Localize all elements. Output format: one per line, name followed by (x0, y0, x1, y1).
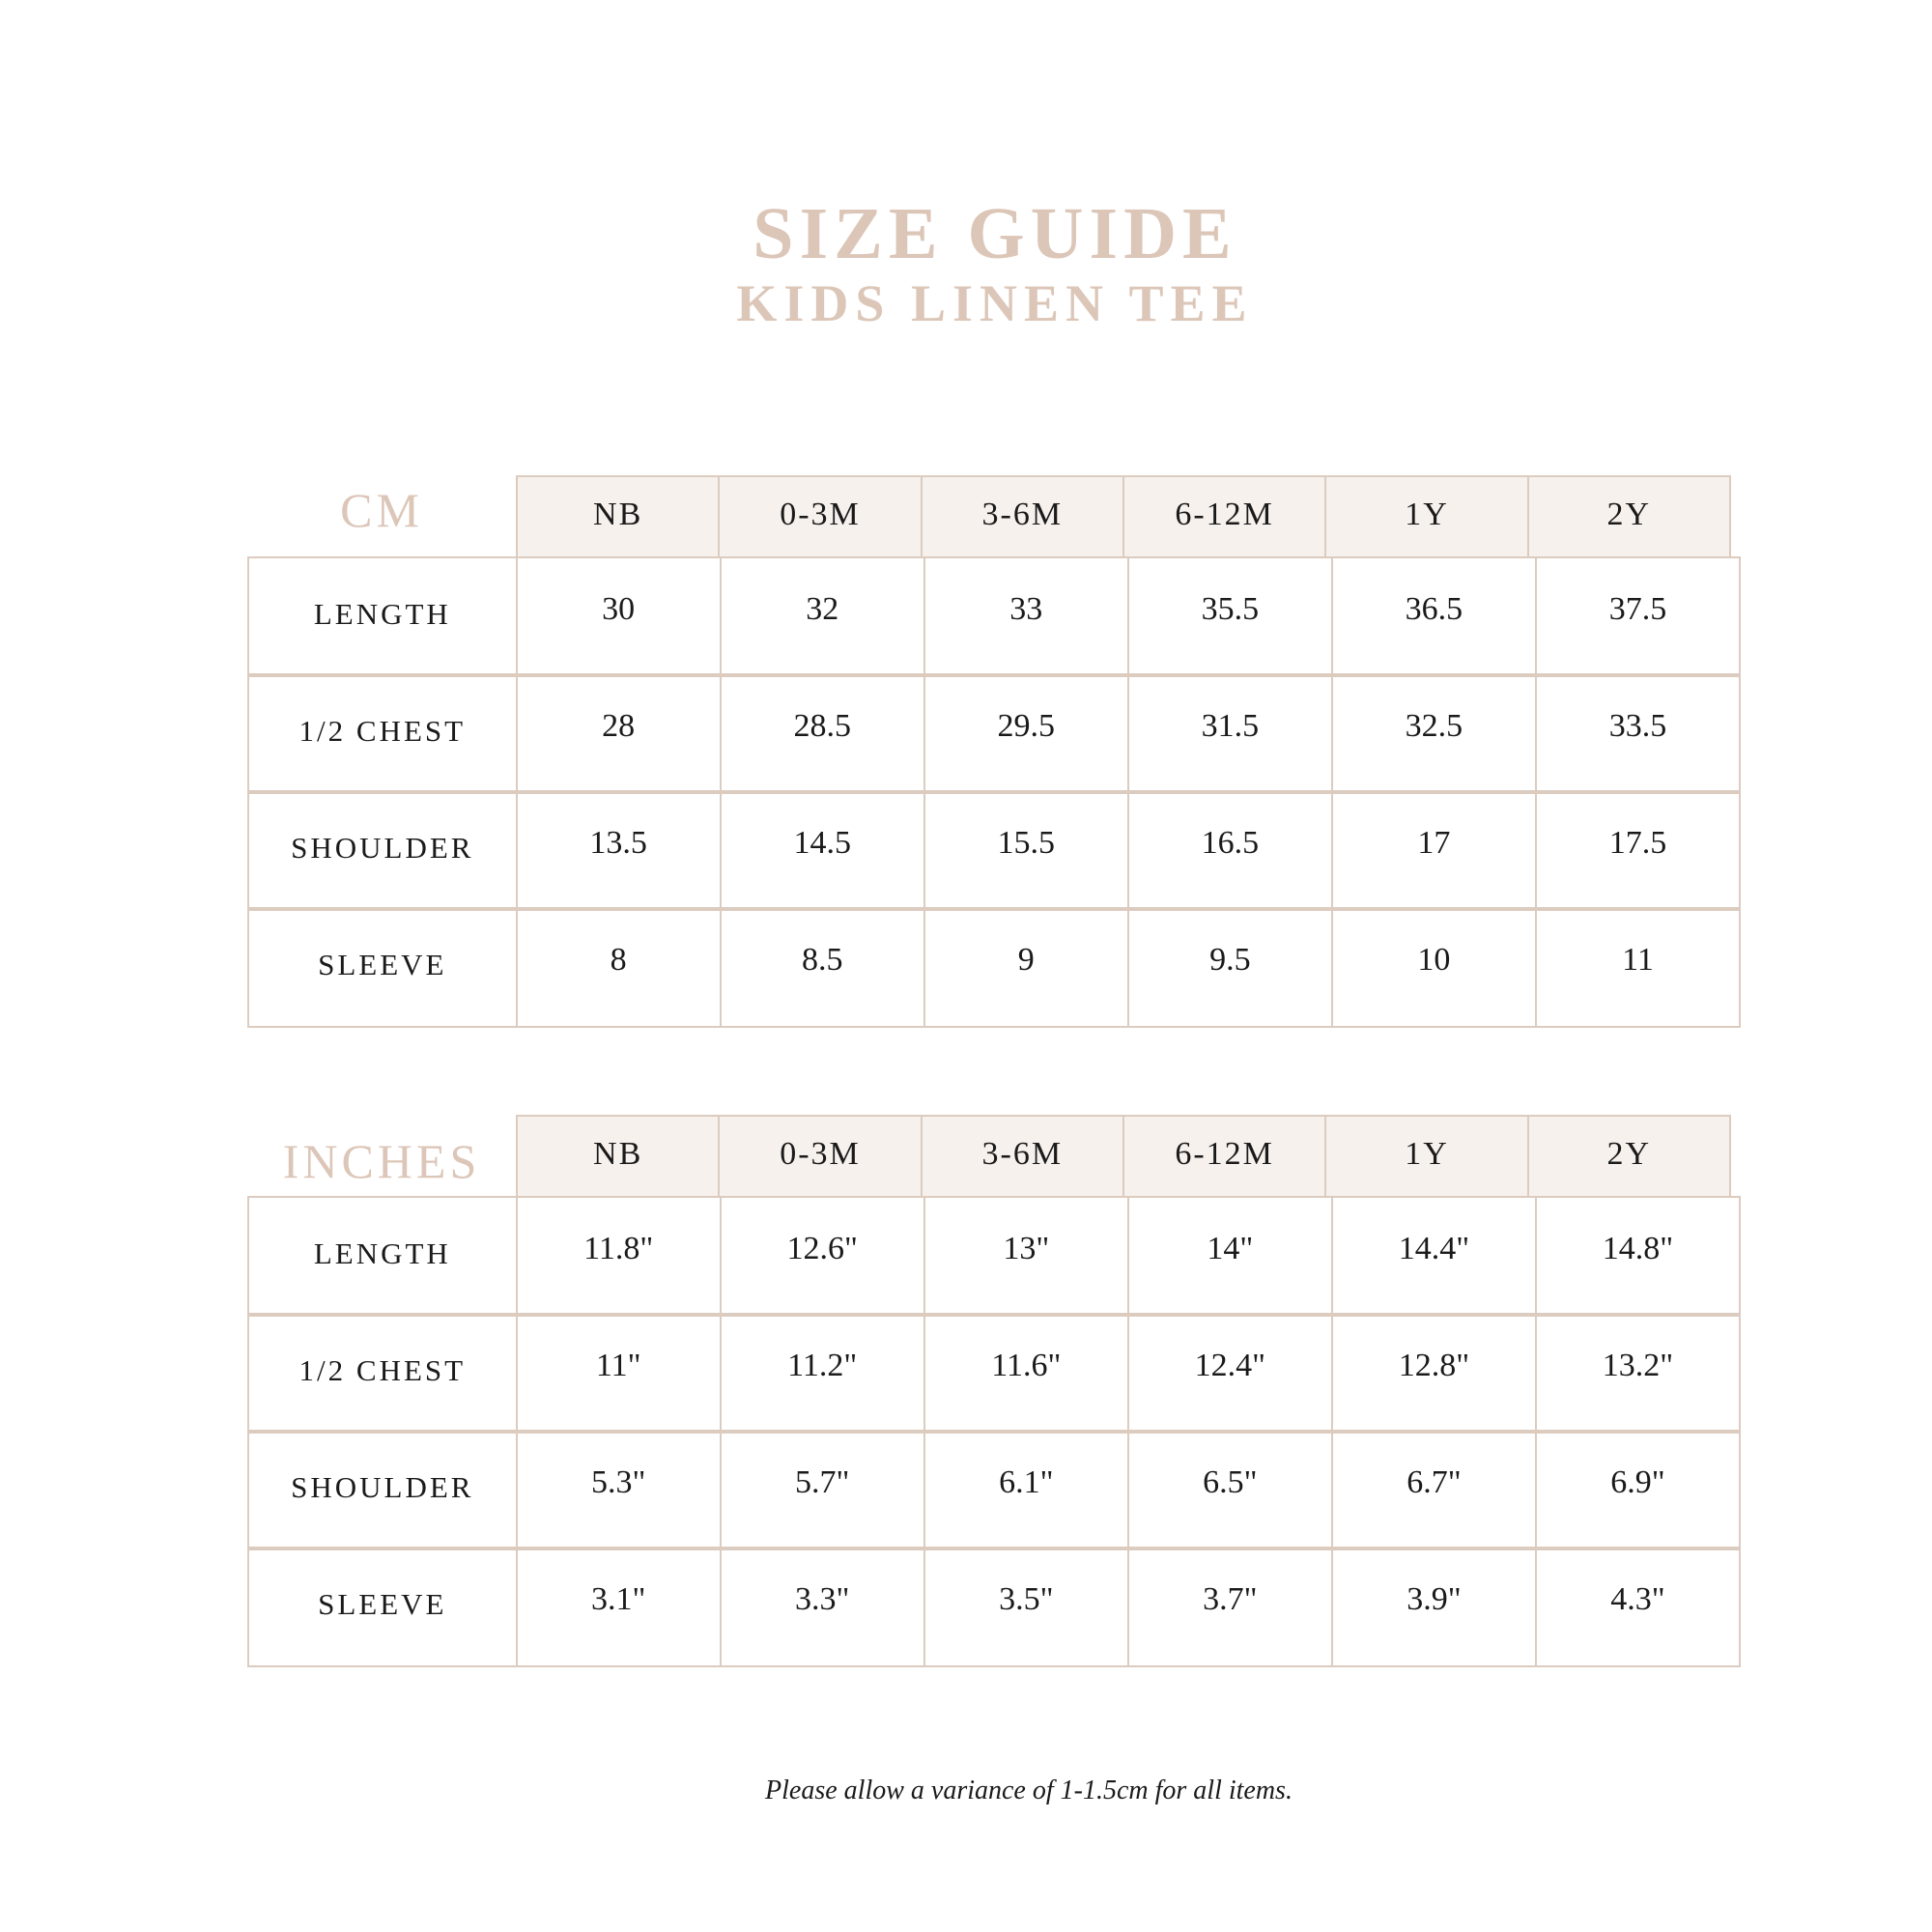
size-header-row (516, 1115, 1741, 1198)
size-header-nb: NB (516, 1115, 720, 1198)
size-header-row (516, 475, 1741, 558)
row-label: SHOULDER (247, 1430, 518, 1550)
size-header-3-6m: 3-6M (921, 475, 1124, 558)
row-label: SHOULDER (247, 790, 518, 911)
table-cell: 36.5 (1331, 556, 1537, 677)
table-cell: 6.5" (1127, 1430, 1333, 1550)
table-cell: 12.4" (1127, 1313, 1333, 1434)
table-cell: 14.5 (720, 790, 925, 911)
size-header-2y: 2Y (1527, 1115, 1731, 1198)
row-label: SLEEVE (247, 1547, 518, 1667)
unit-label-inches: INCHES (282, 1134, 481, 1188)
table-cell: 9.5 (1127, 907, 1333, 1028)
size-header-0-3m: 0-3M (718, 475, 922, 558)
size-header-0-3m: 0-3M (718, 1115, 922, 1198)
table-cell: 4.3" (1535, 1547, 1741, 1667)
table-cell: 15.5 (923, 790, 1129, 911)
product-subtitle: KIDS LINEN TEE (736, 274, 1254, 332)
table-cell: 6.7" (1331, 1430, 1537, 1550)
table-cell: 3.5" (923, 1547, 1129, 1667)
table-cell: 17.5 (1535, 790, 1741, 911)
size-header-3-6m: 3-6M (921, 1115, 1124, 1198)
table-row (247, 1313, 1741, 1432)
row-label: 1/2 CHEST (247, 1313, 518, 1434)
table-cell: 11.2" (720, 1313, 925, 1434)
table-cell: 10 (1331, 907, 1537, 1028)
table-cell: 28.5 (720, 673, 925, 794)
variance-note: Please allow a variance of 1-1.5cm for all items. (765, 1776, 1293, 1805)
table-cell: 9 (923, 907, 1129, 1028)
size-header-2y: 2Y (1527, 475, 1731, 558)
size-header-6-12m: 6-12M (1122, 475, 1326, 558)
table-row (247, 1430, 1741, 1548)
table-cell: 14.8" (1535, 1196, 1741, 1317)
unit-label-cm: CM (340, 483, 423, 537)
table-cell: 12.8" (1331, 1313, 1537, 1434)
table-cell: 33 (923, 556, 1129, 677)
table-cell: 11.6" (923, 1313, 1129, 1434)
table-cell: 32 (720, 556, 925, 677)
table-cell: 17 (1331, 790, 1537, 911)
table-cell: 3.3" (720, 1547, 925, 1667)
table-cell: 5.7" (720, 1430, 925, 1550)
table-cell: 11.8" (516, 1196, 722, 1317)
row-label: SLEEVE (247, 907, 518, 1028)
row-label: 1/2 CHEST (247, 673, 518, 794)
table-cell: 16.5 (1127, 790, 1333, 911)
table-row (247, 673, 1741, 792)
row-label: LENGTH (247, 1196, 518, 1317)
table-row (247, 1547, 1741, 1665)
page-title: SIZE GUIDE (753, 193, 1237, 274)
size-header-1y: 1Y (1324, 475, 1528, 558)
table-cell: 11" (516, 1313, 722, 1434)
table-row (247, 907, 1741, 1026)
size-header-1y: 1Y (1324, 1115, 1528, 1198)
table-cell: 6.9" (1535, 1430, 1741, 1550)
table-cell: 13.2" (1535, 1313, 1741, 1434)
table-cell: 14.4" (1331, 1196, 1537, 1317)
table-cell: 5.3" (516, 1430, 722, 1550)
row-label: LENGTH (247, 556, 518, 677)
table-body (247, 556, 1741, 1026)
table-cell: 31.5 (1127, 673, 1333, 794)
table-cell: 33.5 (1535, 673, 1741, 794)
table-cell: 8 (516, 907, 722, 1028)
table-cell: 32.5 (1331, 673, 1537, 794)
table-cell: 14" (1127, 1196, 1333, 1317)
size-header-6-12m: 6-12M (1122, 1115, 1326, 1198)
table-cell: 3.9" (1331, 1547, 1537, 1667)
table-cell: 35.5 (1127, 556, 1333, 677)
table-cell: 13.5 (516, 790, 722, 911)
table-cell: 3.7" (1127, 1547, 1333, 1667)
table-cell: 30 (516, 556, 722, 677)
table-cell: 8.5 (720, 907, 925, 1028)
table-cell: 6.1" (923, 1430, 1129, 1550)
table-row (247, 1196, 1741, 1315)
table-cell: 11 (1535, 907, 1741, 1028)
table-cell: 3.1" (516, 1547, 722, 1667)
table-cell: 13" (923, 1196, 1129, 1317)
table-row (247, 556, 1741, 675)
size-header-nb: NB (516, 475, 720, 558)
table-cell: 28 (516, 673, 722, 794)
table-cell: 29.5 (923, 673, 1129, 794)
table-cell: 12.6" (720, 1196, 925, 1317)
table-row (247, 790, 1741, 909)
table-body (247, 1196, 1741, 1665)
table-cell: 37.5 (1535, 556, 1741, 677)
